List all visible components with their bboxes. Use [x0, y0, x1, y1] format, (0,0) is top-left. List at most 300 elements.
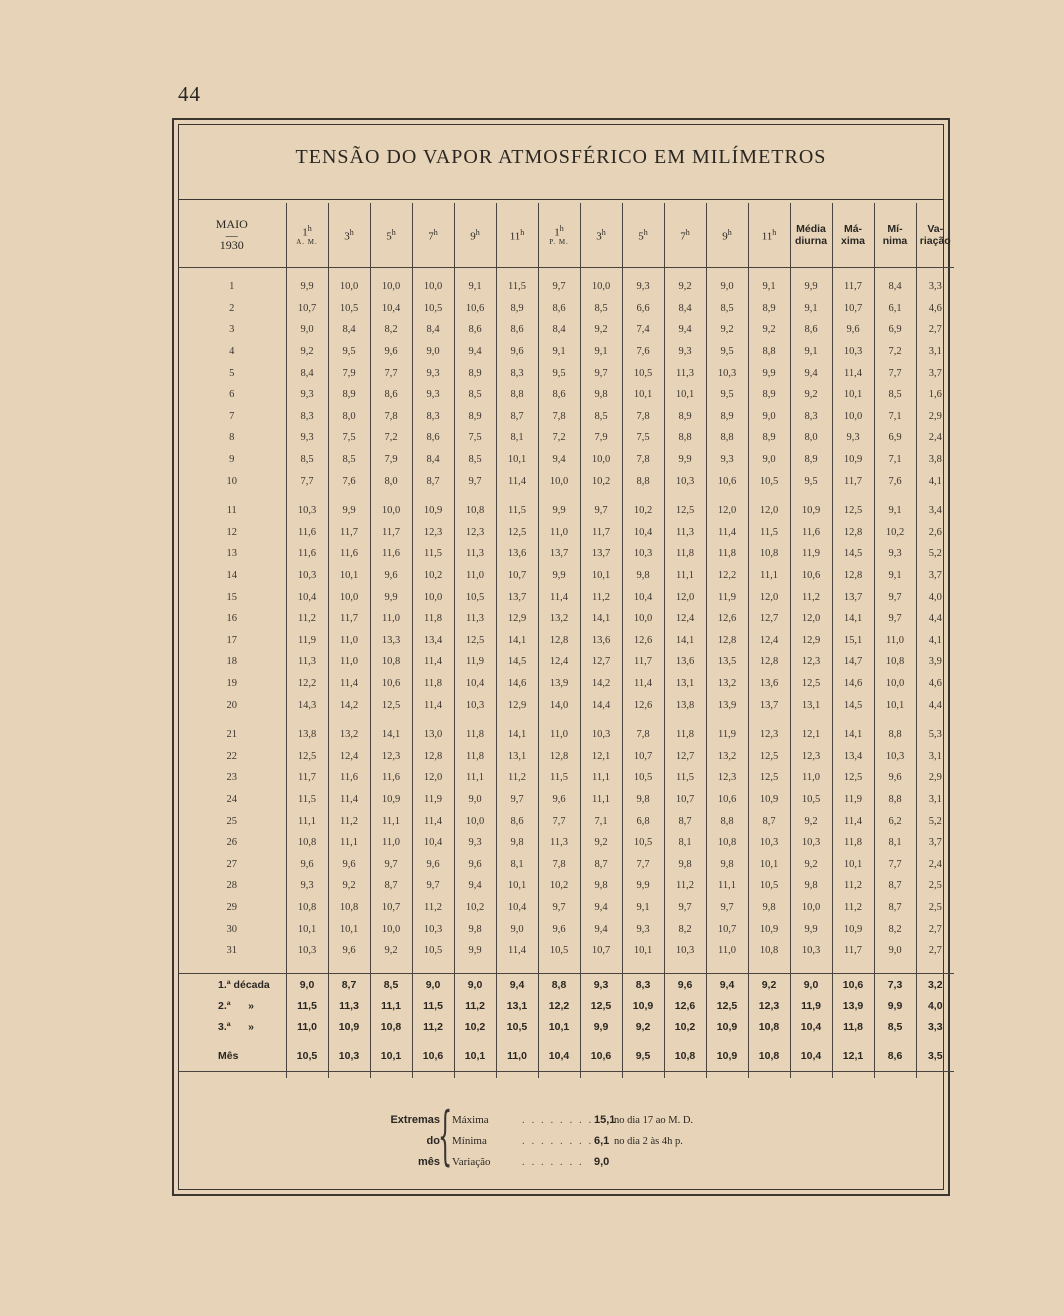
- value-cell: 12,8: [538, 745, 580, 767]
- day-row: [178, 362, 954, 384]
- value-cell: 8,1: [664, 832, 706, 854]
- value-cell: 11,3: [454, 543, 496, 565]
- spacer-cell: [286, 716, 328, 724]
- value-cell: 8,9: [706, 406, 748, 428]
- value-cell: 8,6: [790, 319, 832, 341]
- value-cell: 9,0: [412, 974, 454, 996]
- value-cell: 8,8: [538, 974, 580, 996]
- value-cell: 9,9: [622, 875, 664, 897]
- value-cell: 9,9: [790, 918, 832, 940]
- spacer-cell: [832, 1072, 874, 1079]
- value-cell: 11,4: [412, 651, 454, 673]
- value-cell: 10,3: [328, 1041, 370, 1072]
- value-cell: 9,3: [874, 543, 916, 565]
- hour-number: 7: [428, 230, 434, 243]
- spacer-cell: [916, 492, 954, 500]
- value-cell: 12,8: [706, 630, 748, 652]
- decade-row: [178, 995, 954, 1016]
- row-label: 17: [226, 634, 237, 646]
- spacer-cell: [370, 1072, 412, 1079]
- spacer-cell: [412, 268, 454, 277]
- value-cell: 13,6: [664, 651, 706, 673]
- value-cell: 8,5: [706, 298, 748, 320]
- value-cell: 10,2: [622, 500, 664, 522]
- title-divider: [178, 199, 944, 200]
- spacer-cell: [496, 492, 538, 500]
- value-cell: 9,1: [454, 276, 496, 298]
- hour-number: 7: [680, 230, 686, 243]
- value-cell: 10,3: [832, 341, 874, 363]
- mean-header-line: Média: [796, 223, 826, 235]
- value-cell: 10,8: [370, 1016, 412, 1037]
- extreme-note: no dia 2 às 4h p.: [614, 1136, 683, 1147]
- value-cell: 8,9: [790, 449, 832, 471]
- hour-number: 11: [509, 230, 521, 243]
- value-cell: 14,0: [538, 694, 580, 716]
- value-cell: 10,1: [664, 384, 706, 406]
- value-cell: 9,3: [664, 341, 706, 363]
- value-cell: 10,0: [790, 897, 832, 919]
- spacer-cell: [874, 716, 916, 724]
- value-cell: 11,3: [664, 522, 706, 544]
- value-cell: 8,7: [328, 974, 370, 996]
- value-cell: 6,8: [622, 810, 664, 832]
- value-cell: 9,9: [286, 276, 328, 298]
- value-cell: 11,0: [790, 767, 832, 789]
- spacer-cell: [664, 961, 706, 974]
- value-cell: 9,9: [580, 1016, 622, 1037]
- value-cell: 8,9: [496, 298, 538, 320]
- value-cell: 12,2: [286, 673, 328, 695]
- value-cell: 4,0: [916, 586, 954, 608]
- value-cell: 9,2: [622, 1016, 664, 1037]
- row-spacer: [178, 268, 954, 277]
- value-cell: 8,5: [454, 384, 496, 406]
- value-cell: 11,3: [286, 651, 328, 673]
- am-pm-label: P. M.: [549, 238, 569, 247]
- value-cell: 7,1: [874, 406, 916, 428]
- value-cell: 10,6: [454, 298, 496, 320]
- value-cell: 12,6: [622, 694, 664, 716]
- value-cell: 9,9: [748, 362, 790, 384]
- row-label: 9: [229, 454, 235, 466]
- value-cell: 2,4: [916, 427, 954, 449]
- value-cell: 3,5: [916, 1041, 954, 1072]
- value-cell: 13,4: [412, 630, 454, 652]
- value-cell: 2,9: [916, 767, 954, 789]
- value-cell: 8,2: [664, 918, 706, 940]
- value-cell: 8,3: [496, 362, 538, 384]
- value-cell: 10,5: [748, 470, 790, 492]
- value-cell: 10,2: [454, 897, 496, 919]
- value-cell: 11,7: [832, 276, 874, 298]
- value-cell: 10,3: [286, 940, 328, 962]
- value-cell: 10,7: [706, 918, 748, 940]
- value-cell: 12,9: [790, 630, 832, 652]
- extreme-variacao-row: [452, 1152, 782, 1173]
- value-cell: 10,5: [328, 298, 370, 320]
- value-cell: 11,8: [412, 673, 454, 695]
- hour-header: [328, 203, 370, 268]
- spacer-cell: [916, 961, 954, 974]
- value-cell: 10,1: [622, 384, 664, 406]
- value-cell: 4,6: [916, 298, 954, 320]
- value-cell: 12,9: [496, 694, 538, 716]
- value-cell: 7,6: [874, 470, 916, 492]
- spacer-cell: [748, 492, 790, 500]
- value-cell: 2,5: [916, 875, 954, 897]
- month-row: [178, 1041, 954, 1072]
- value-cell: 10,4: [622, 586, 664, 608]
- value-cell: 12,7: [748, 608, 790, 630]
- spacer-cell: [706, 961, 748, 974]
- value-cell: 9,7: [874, 586, 916, 608]
- value-cell: 6,9: [874, 427, 916, 449]
- value-cell: 12,6: [664, 995, 706, 1016]
- value-cell: 11,2: [286, 608, 328, 630]
- value-cell: 3,1: [916, 341, 954, 363]
- value-cell: 13,8: [286, 724, 328, 746]
- value-cell: 10,0: [874, 673, 916, 695]
- spacer-cell: [748, 1072, 790, 1079]
- value-cell: 8,3: [790, 406, 832, 428]
- value-cell: 9,7: [664, 897, 706, 919]
- value-cell: 14,1: [832, 608, 874, 630]
- row-label: 3: [229, 324, 235, 336]
- value-cell: 9,6: [370, 565, 412, 587]
- hour-suffix: h: [349, 227, 354, 237]
- value-cell: 9,9: [790, 276, 832, 298]
- spacer-cell: [178, 268, 286, 277]
- value-cell: 9,2: [790, 810, 832, 832]
- value-cell: 9,7: [454, 470, 496, 492]
- value-cell: 11,3: [538, 832, 580, 854]
- value-cell: 8,7: [664, 810, 706, 832]
- value-cell: 12,0: [664, 586, 706, 608]
- row-label: 2: [229, 302, 235, 314]
- leader-dots: . . . . . . .: [522, 1156, 584, 1168]
- day-row: [178, 384, 954, 406]
- value-cell: 9,9: [370, 586, 412, 608]
- value-cell: 12,5: [370, 694, 412, 716]
- row-label: 24: [226, 793, 237, 805]
- row-label: 16: [226, 613, 237, 625]
- value-cell: 12,1: [580, 745, 622, 767]
- value-cell: 9,6: [328, 940, 370, 962]
- value-cell: 6,9: [874, 319, 916, 341]
- value-cell: 9,2: [580, 319, 622, 341]
- day-row: [178, 853, 954, 875]
- value-cell: 11,8: [454, 745, 496, 767]
- value-cell: 11,9: [790, 543, 832, 565]
- value-cell: 3,3: [916, 276, 954, 298]
- spacer-cell: [790, 492, 832, 500]
- value-cell: 7,8: [622, 724, 664, 746]
- value-cell: 7,8: [370, 406, 412, 428]
- value-cell: 11,7: [370, 522, 412, 544]
- value-cell: 11,0: [538, 724, 580, 746]
- value-cell: 8,6: [412, 427, 454, 449]
- value-cell: 12,0: [706, 500, 748, 522]
- day-row: [178, 449, 954, 471]
- value-cell: 9,8: [622, 789, 664, 811]
- value-cell: 8,7: [580, 853, 622, 875]
- spacer-cell: [874, 961, 916, 974]
- value-cell: 10,1: [832, 384, 874, 406]
- value-cell: 10,8: [454, 500, 496, 522]
- row-label: 23: [226, 772, 237, 784]
- value-cell: 14,5: [496, 651, 538, 673]
- spacer-cell: [370, 492, 412, 500]
- value-cell: 10,0: [370, 918, 412, 940]
- value-cell: 11,1: [706, 875, 748, 897]
- value-cell: 10,9: [706, 1041, 748, 1072]
- value-cell: 11,4: [412, 694, 454, 716]
- value-cell: 12,7: [664, 745, 706, 767]
- value-cell: 10,5: [286, 1041, 328, 1072]
- row-label: 19: [226, 677, 237, 689]
- value-cell: 12,4: [748, 630, 790, 652]
- value-cell: 9,8: [496, 832, 538, 854]
- hour-header: [412, 203, 454, 268]
- value-cell: 9,9: [538, 565, 580, 587]
- value-cell: 11,8: [412, 608, 454, 630]
- value-cell: 7,8: [538, 853, 580, 875]
- value-cell: 14,6: [832, 673, 874, 695]
- value-cell: 4,1: [916, 630, 954, 652]
- value-cell: 7,4: [622, 319, 664, 341]
- row-label: 1.ª década: [178, 974, 286, 996]
- value-cell: 11,4: [496, 940, 538, 962]
- value-cell: 11,1: [370, 995, 412, 1016]
- hour-suffix: h: [685, 227, 690, 237]
- value-cell: 13,0: [412, 724, 454, 746]
- value-cell: 11,8: [454, 724, 496, 746]
- value-cell: 10,2: [874, 522, 916, 544]
- value-cell: 2,4: [916, 853, 954, 875]
- spacer-cell: [622, 716, 664, 724]
- value-cell: 9,0: [286, 319, 328, 341]
- value-cell: 8,1: [874, 832, 916, 854]
- value-cell: 12,3: [454, 522, 496, 544]
- row-label: 21: [226, 729, 237, 741]
- value-cell: 9,2: [328, 875, 370, 897]
- value-cell: 12,5: [748, 767, 790, 789]
- spacer-cell: [706, 268, 748, 277]
- value-cell: 11,0: [538, 522, 580, 544]
- spacer-cell: [370, 716, 412, 724]
- month-year-header: [178, 203, 286, 268]
- value-cell: 9,4: [538, 449, 580, 471]
- value-cell: 7,8: [538, 406, 580, 428]
- leader-dots: . . . . . . . .: [522, 1135, 594, 1147]
- value-cell: 11,8: [832, 1016, 874, 1037]
- spacer-cell: [706, 1072, 748, 1079]
- hour-header: [286, 203, 328, 268]
- value-cell: 11,1: [664, 565, 706, 587]
- hour-number: 9: [722, 230, 728, 243]
- value-cell: 10,4: [790, 1016, 832, 1037]
- value-cell: 10,4: [286, 586, 328, 608]
- value-cell: 7,9: [370, 449, 412, 471]
- value-cell: 12,5: [496, 522, 538, 544]
- value-cell: 10,6: [580, 1041, 622, 1072]
- value-cell: 2,9: [916, 406, 954, 428]
- value-cell: 13,2: [706, 745, 748, 767]
- value-cell: 3,8: [916, 449, 954, 471]
- value-cell: 10,1: [832, 853, 874, 875]
- spacer-cell: [286, 492, 328, 500]
- spacer-cell: [178, 716, 286, 724]
- value-cell: 13,7: [496, 586, 538, 608]
- value-cell: 13,9: [832, 995, 874, 1016]
- value-cell: 7,7: [622, 853, 664, 875]
- value-cell: 10,0: [538, 470, 580, 492]
- value-cell: 9,7: [412, 875, 454, 897]
- variation-header-line: Va-: [927, 223, 944, 235]
- value-cell: 10,1: [622, 940, 664, 962]
- hour-suffix: h: [643, 227, 648, 237]
- spacer-cell: [580, 716, 622, 724]
- value-cell: 10,5: [412, 298, 454, 320]
- spacer-cell: [874, 492, 916, 500]
- value-cell: 9,3: [412, 384, 454, 406]
- value-cell: 10,2: [538, 875, 580, 897]
- day-row: [178, 789, 954, 811]
- row-label: 10: [226, 475, 237, 487]
- value-cell: 10,1: [328, 918, 370, 940]
- value-cell: 10,2: [664, 1016, 706, 1037]
- value-cell: 11,2: [580, 586, 622, 608]
- value-cell: 10,8: [748, 543, 790, 565]
- value-cell: 11,0: [286, 1016, 328, 1037]
- value-cell: 10,5: [622, 362, 664, 384]
- row-label: 18: [226, 656, 237, 668]
- value-cell: 3,7: [916, 362, 954, 384]
- value-cell: 9,9: [874, 995, 916, 1016]
- spacer-cell: [706, 716, 748, 724]
- hour-number: 5: [638, 230, 644, 243]
- value-cell: 9,3: [286, 427, 328, 449]
- value-cell: 10,8: [748, 1016, 790, 1037]
- spacer-cell: [664, 716, 706, 724]
- value-cell: 9,8: [706, 853, 748, 875]
- spacer-cell: [328, 268, 370, 277]
- value-cell: 9,8: [580, 384, 622, 406]
- value-cell: 12,5: [706, 995, 748, 1016]
- value-cell: 13,9: [706, 694, 748, 716]
- value-cell: 10,4: [496, 897, 538, 919]
- value-cell: 9,4: [496, 974, 538, 996]
- row-label: 2.ª »: [218, 999, 254, 1012]
- value-cell: 12,7: [580, 651, 622, 673]
- value-cell: 13,7: [748, 694, 790, 716]
- value-cell: 11,9: [454, 651, 496, 673]
- value-cell: 11,5: [412, 543, 454, 565]
- row-label: 14: [226, 570, 237, 582]
- value-cell: 11,7: [328, 608, 370, 630]
- value-cell: 8,4: [286, 362, 328, 384]
- value-cell: 12,1: [832, 1041, 874, 1072]
- value-cell: 8,8: [874, 789, 916, 811]
- value-cell: 14,1: [496, 724, 538, 746]
- value-cell: 12,3: [748, 724, 790, 746]
- value-cell: 8,8: [622, 470, 664, 492]
- value-cell: 9,1: [874, 500, 916, 522]
- value-cell: 10,8: [286, 832, 328, 854]
- value-cell: 9,5: [706, 384, 748, 406]
- value-cell: 10,3: [874, 745, 916, 767]
- day-row: [178, 522, 954, 544]
- value-cell: 14,4: [580, 694, 622, 716]
- value-cell: 10,8: [748, 1041, 790, 1072]
- row-label: 7: [229, 410, 235, 422]
- value-cell: 9,0: [496, 918, 538, 940]
- value-cell: 12,3: [412, 522, 454, 544]
- hour-suffix: h: [727, 227, 732, 237]
- value-cell: 10,9: [748, 789, 790, 811]
- value-cell: 12,1: [790, 724, 832, 746]
- value-cell: 13,2: [706, 673, 748, 695]
- value-cell: 8,5: [580, 406, 622, 428]
- value-cell: 12,5: [580, 995, 622, 1016]
- value-cell: 10,0: [328, 586, 370, 608]
- value-cell: 1,6: [916, 384, 954, 406]
- spacer-cell: [622, 961, 664, 974]
- value-cell: 9,0: [412, 341, 454, 363]
- value-cell: 11,1: [286, 810, 328, 832]
- value-cell: 3,4: [916, 500, 954, 522]
- value-cell: 8,8: [706, 427, 748, 449]
- value-cell: 11,4: [832, 362, 874, 384]
- value-cell: 9,2: [748, 319, 790, 341]
- value-cell: 2,7: [916, 918, 954, 940]
- value-cell: 8,5: [370, 974, 412, 996]
- value-cell: 11,9: [286, 630, 328, 652]
- value-cell: 11,9: [790, 995, 832, 1016]
- value-cell: 11,6: [328, 767, 370, 789]
- value-cell: 7,7: [874, 853, 916, 875]
- value-cell: 9,9: [538, 500, 580, 522]
- hour-number: 3: [344, 230, 350, 243]
- value-cell: 11,4: [538, 586, 580, 608]
- spacer-cell: [580, 961, 622, 974]
- value-cell: 9,7: [538, 276, 580, 298]
- value-cell: 11,4: [328, 789, 370, 811]
- value-cell: 10,0: [370, 276, 412, 298]
- value-cell: 10,8: [664, 1041, 706, 1072]
- day-row: [178, 940, 954, 962]
- hour-label: [707, 228, 748, 243]
- hour-suffix: h: [559, 223, 564, 233]
- value-cell: 12,8: [538, 630, 580, 652]
- value-cell: 12,5: [454, 630, 496, 652]
- value-cell: 9,0: [874, 940, 916, 962]
- value-cell: 12,5: [664, 500, 706, 522]
- day-row: [178, 470, 954, 492]
- row-spacer: [178, 716, 954, 724]
- day-row: [178, 565, 954, 587]
- value-cell: 7,5: [622, 427, 664, 449]
- spacer-cell: [496, 1072, 538, 1079]
- hour-label: [749, 228, 790, 243]
- spacer-cell: [538, 716, 580, 724]
- value-cell: 12,5: [748, 745, 790, 767]
- value-cell: 9,8: [580, 875, 622, 897]
- value-cell: 11,2: [412, 1016, 454, 1037]
- value-cell: 8,9: [328, 384, 370, 406]
- value-cell: 11,4: [706, 522, 748, 544]
